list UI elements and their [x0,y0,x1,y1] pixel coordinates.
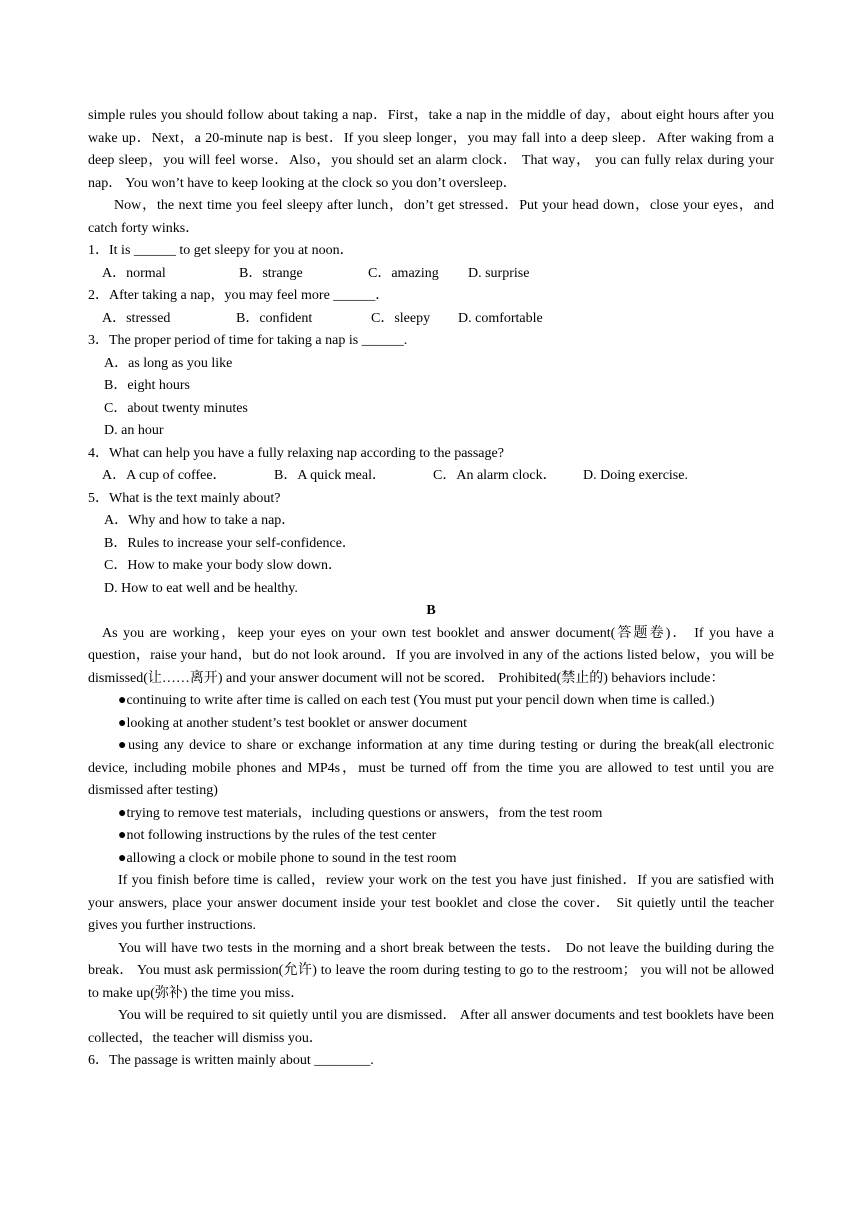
option-d: D. an hour [104,423,164,438]
question-3-options [88,353,774,443]
rule-bullet: ●continuing to write after time is called on each test (You must put your pencil down when time is called.) [118,693,715,708]
option-b: B．Rules to increase your self-confidence． [104,535,356,551]
option-d: D. Doing exercise. [583,468,688,483]
option-b: B．A quick meal． [274,468,386,483]
question-4-stem: 4．What can help you have a fully relaxing nap according to the passage? [88,445,504,461]
option-a: A．Why and how to take a nap． [104,513,296,528]
rule-bullet: ●using any device to share or exchange information at any time during testing or during the break(all electronic device, including mobile phones and MP4s，must be turned off from the time you are allowed to test until you are dismissed after testing) [88,738,774,798]
rule-bullet: ●looking at another student’s test booklet or answer document [118,715,468,731]
option-c: C．sleepy [371,310,431,326]
option-b: B．confident [236,310,313,326]
option-d: D. How to eat well and be healthy. [104,580,298,596]
rule-bullet: ●not following instructions by the rules of the test center [118,828,437,843]
option-a: A．A cup of coffee． [102,468,227,483]
section-b-break-paragraph: You will have two tests in the morning and a short break between the tests． Do not leave the building during the break． You must ask permission(允许) to leave the room during testing to go to the restroom； you will not be allowed to make up(弥补) the time you miss． [88,940,774,1001]
question-2-stem: 2．After taking a nap，you may feel more ______． [88,288,390,303]
option-b: B．strange [239,265,303,281]
question-5-options [88,510,774,600]
option-d: D. surprise [468,265,530,281]
option-d: D. comfortable [458,310,543,326]
question-3-stem: 3．The proper period of time for taking a nap is ______. [88,333,408,348]
option-c: C．about twenty minutes [104,400,248,416]
section-b-intro: As you are working，keep your eyes on your own test booklet and answer document(答题卷)． If you have a question，raise your hand，but do not look around．If you are involved in any of the actions listed below，you will be dismissed(让……离开) and your answer document will not be scored． Prohibited(禁止的) behaviors include： [88,625,774,686]
option-c: C．An alarm clock． [433,468,557,483]
question-1-stem: 1．It is ______ to get sleepy for you at noon． [88,243,354,258]
passage-a-paragraph-2: Now，the next time you feel sleepy after lunch，don’t get stressed．Put your head down，close your eyes，and catch forty winks． [88,198,774,236]
section-b-end-paragraph: You will be required to sit quietly until you are dismissed． After all answer documents and test booklets have been collected，the teacher will dismiss you． [88,1008,774,1046]
option-c: C．How to make your body slow down． [104,558,342,573]
rule-bullet: ●trying to remove test materials，including questions or answers，from the test room [118,805,603,821]
option-c: C．amazing [368,265,439,281]
question-5-stem: 5．What is the text mainly about? [88,490,281,506]
rule-bullet: ●allowing a clock or mobile phone to sound in the test room [118,850,457,866]
option-b: B．eight hours [104,378,190,393]
section-b-finish-paragraph: If you finish before time is called，review your work on the test you have just finished．If you are satisfied with your answers, place your answer document inside your test booklet and close the cover． Sit quietly until the teacher gives you further instructions. [88,873,774,933]
question-4-options [88,465,774,488]
question-1-options [88,263,774,286]
question-6-stem: 6．The passage is written mainly about ________. [88,1053,374,1068]
section-b-heading: B [426,603,436,618]
question-2-options [88,308,774,331]
option-a: A．normal [102,265,166,281]
option-a: A．as long as you like [104,355,233,371]
passage-a-paragraph-1: simple rules you should follow about taking a nap．First，take a nap in the middle of day，about eight hours after you wake up．Next，a 20-minute nap is best．If you sleep longer，you may fall into a deep sleep．After waking from a deep sleep，you will feel worse．Also，you should set an alarm clock． That way， you can fully relax during your nap． You won’t have to keep looking at the clock so you don’t oversleep． [88,108,774,191]
option-a: A．stressed [102,310,171,326]
